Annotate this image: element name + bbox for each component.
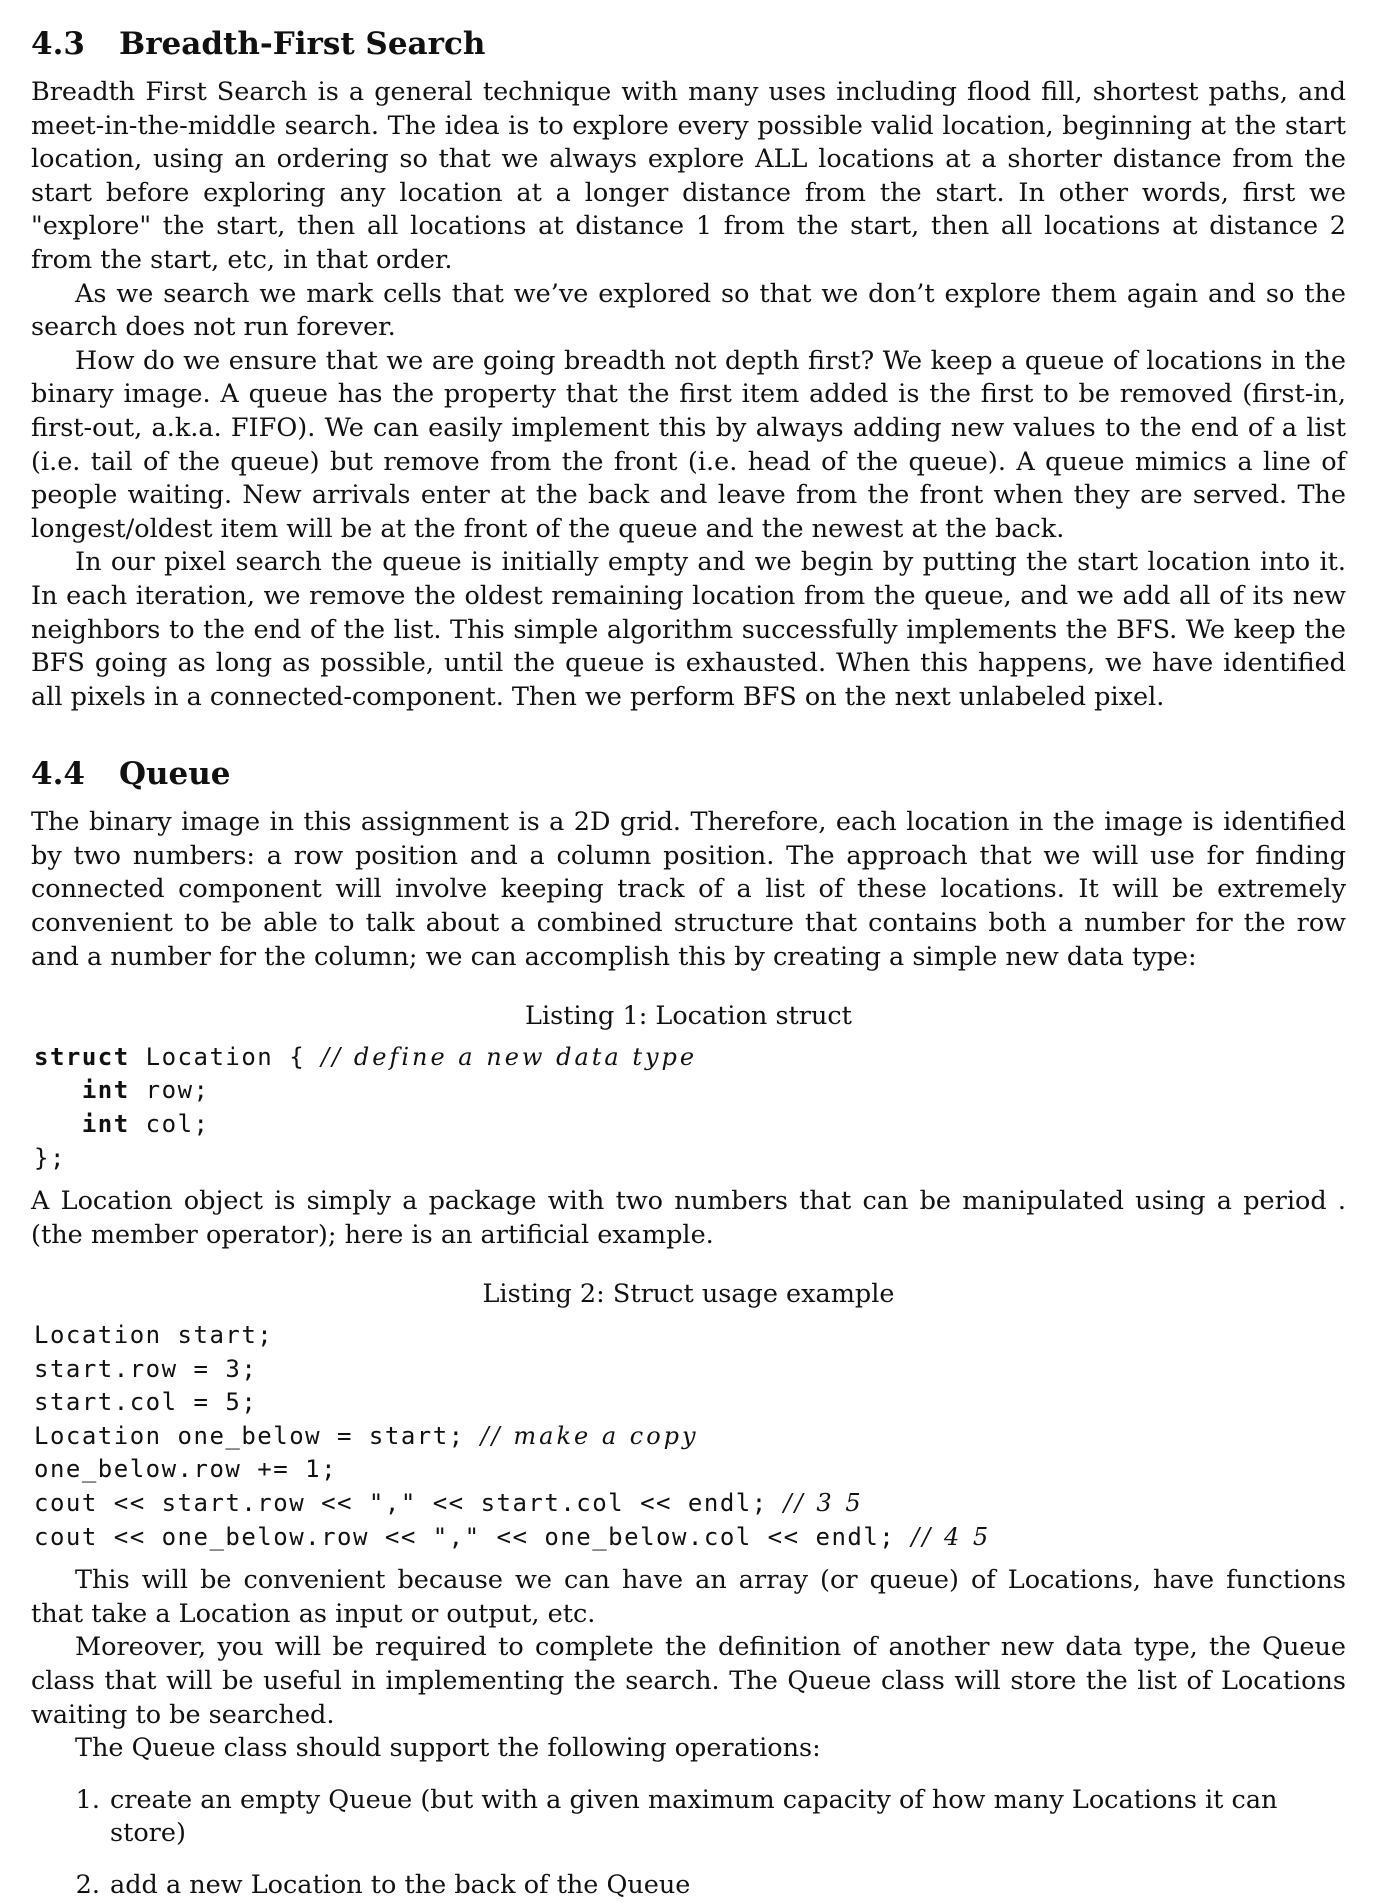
code-line: Location start; [34, 1321, 274, 1349]
paragraph: This will be convenient because we can have an array (or queue) of Locations, have functions that take a Location as input or output, etc. [31, 1565, 1346, 1629]
operations-list [31, 1784, 1346, 1903]
paragraph: How do we ensure that we are going breadth not depth first? We keep a queue of locations in the binary image. A queue has the property that the first item added is the first to be removed (first-in, first-out, a.k.a. FIFO). We can easily implement this by always adding new values to the end of a list (i.e. tail of the queue) but remove from the front (i.e. head of the queue). A queue mimics a line of people waiting. New arrivals enter at the back and leave from the front when they are served. The longest/oldest item will be at the front of the queue and the newest at the back. [31, 345, 1346, 544]
list-number: 1. [75, 1784, 100, 1815]
listing-1-code [31, 1041, 1346, 1175]
list-item [31, 1784, 1346, 1851]
listing-2-caption: Listing 2: Struct usage example [482, 1279, 895, 1310]
list-item [31, 1869, 1346, 1903]
paragraph: In our pixel search the queue is initially empty and we begin by putting the start location into it. In each iteration, we remove the oldest remaining location from the queue, and we add all of its new neighbors to the end of the list. This simple algorithm successfully implements the BFS. We keep the BFS going as long as possible, until the queue is exhausted. When this happens, we have identified all pixels in a connected-component. Then we perform BFS on the next unlabeled pixel. [31, 547, 1346, 712]
paragraph: A Location object is simply a package with two numbers that can be manipulated using a period . (the member operator); here is an artificial example. [31, 1186, 1346, 1250]
paragraph: Moreover, you will be required to complete the definition of another new data type, the Queue class that will be useful in implementing the search. The Queue class will store the list of Locations waiting to be searched. [31, 1632, 1346, 1730]
code-comment: // 3 5 [783, 1488, 864, 1517]
section-4-4-heading [31, 754, 1346, 794]
section-number: 4.3 [31, 26, 85, 62]
paragraph: The binary image in this assignment is a 2D grid. Therefore, each location in the image is identified by two numbers: a row position and a column position. The approach that we will use for finding connected component will involve keeping track of a list of these locations. It will be extremely convenient to be able to talk about a combined structure that contains both a number for the row and a number for the column; we can accomplish this by creating a simple new data type: [31, 807, 1346, 972]
paragraph: As we search we mark cells that we’ve explored so that we don’t explore them again and so the search does not run forever. [31, 278, 1346, 343]
code-line: struct Location { // define a new data type [34, 1042, 698, 1071]
code-line: cout << one_below.row << "," << one_below.col << endl; // 4 5 [34, 1522, 992, 1551]
code-line: one_below.row += 1; [34, 1455, 338, 1484]
code-line: start.col = 5; [34, 1388, 258, 1417]
code-line: }; [34, 1143, 66, 1172]
listing-2-code [31, 1319, 1346, 1554]
list-item-text: create an empty Queue (but with a given maximum capacity of how many Locations it can store) [110, 1784, 1278, 1849]
code-line: start.row = 3; [34, 1354, 258, 1383]
code-line: int col; [81, 1110, 210, 1139]
section-title: Breadth-First Search [119, 26, 486, 62]
section-4-3-heading [31, 24, 1346, 64]
code-line: Location one_below = start; // make a copy [34, 1421, 699, 1450]
code-line: int row; [81, 1076, 210, 1105]
code-comment: // make a copy [480, 1421, 699, 1450]
code-line: cout << start.row << "," << start.col << endl; // 3 5 [34, 1488, 864, 1517]
section-title: Queue [119, 756, 231, 793]
section-number: 4.4 [31, 756, 85, 793]
paragraph: The Queue class should support the following operations: [75, 1733, 821, 1764]
list-number: 2. [75, 1869, 100, 1900]
listing-1-caption: Listing 1: Location struct [525, 1001, 852, 1032]
code-comment: // 4 5 [911, 1522, 992, 1551]
paragraph: Breadth First Search is a general technique with many uses including flood fill, shortest paths, and meet-in-the-middle search. The idea is to explore every possible valid location, beginning at the start location, using an ordering so that we always explore ALL locations at a shorter distance from the start before exploring any location at a longer distance from the start. In other words, first we "explore" the start, then all locations at distance 1 from the start, then all locations at distance 2 from the start, etc, in that order. [31, 77, 1346, 275]
list-item-text: add a new Location to the back of the Queue [110, 1869, 691, 1900]
code-comment: // define a new data type [321, 1042, 698, 1071]
